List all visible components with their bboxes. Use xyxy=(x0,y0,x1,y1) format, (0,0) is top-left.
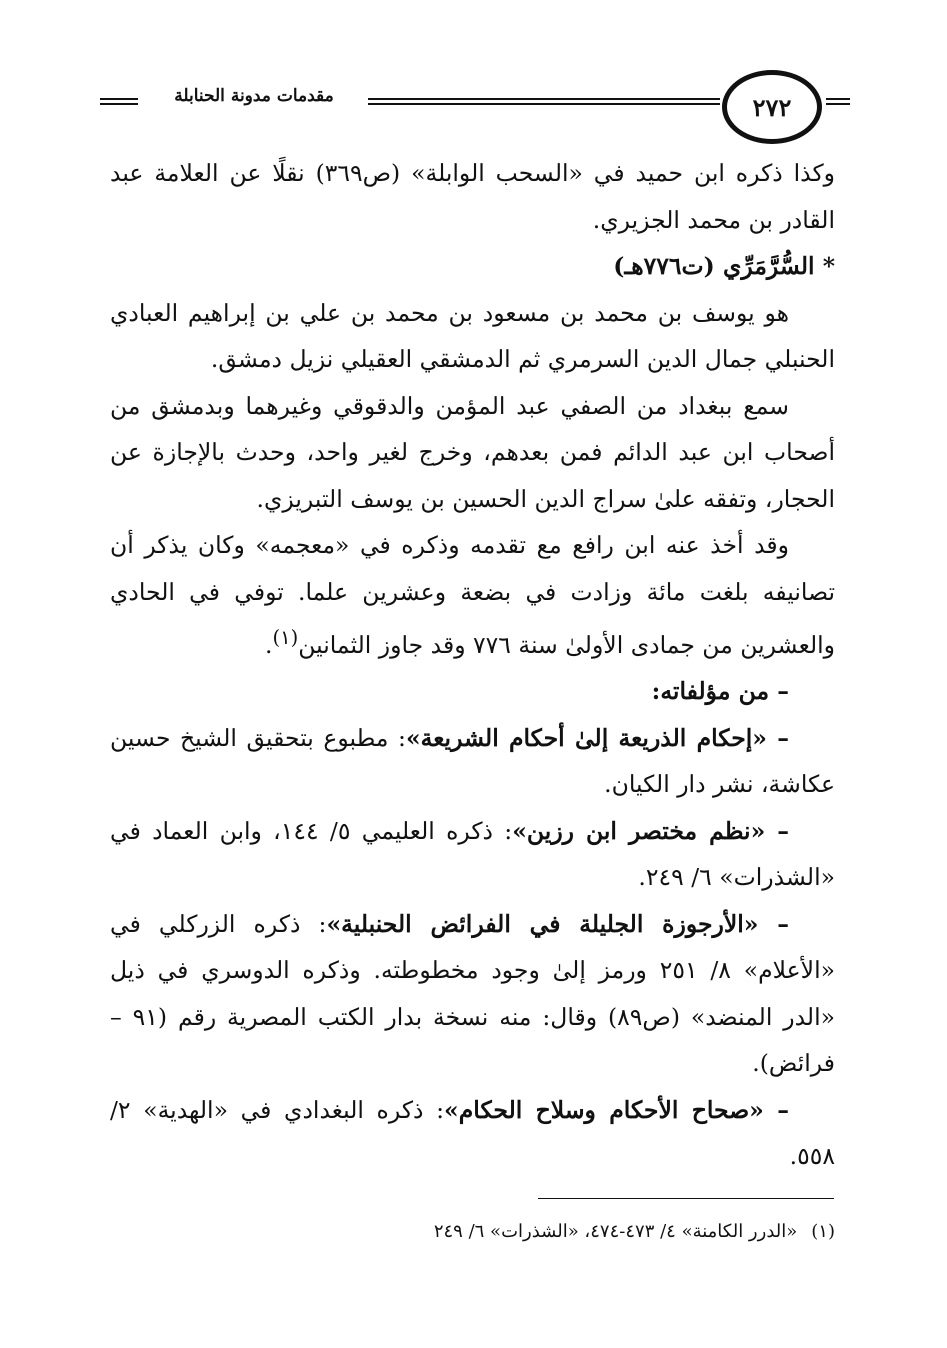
paragraph-bio: هو يوسف بن محمد بن مسعود بن محمد بن علي بن إبراهيم العبادي الحنبلي جمال الدين السرمري ثم الدمشقي العقيلي نزيل دمشق. xyxy=(110,298,835,373)
footnote-text: «الدرر الكامنة» ٤/ ٤٧٣-٤٧٤، «الشذرات» ٦/ ٢٤٩ xyxy=(433,1221,798,1242)
running-title: مقدمات مدونة الحنابلة xyxy=(174,86,334,106)
main-text xyxy=(110,150,835,1180)
work-item-1 xyxy=(110,715,835,808)
page-number: ٢٧٢ xyxy=(752,92,792,122)
work-title-3: – «الأرجوزة الجليلة في الفرائض الحنبلية» xyxy=(326,909,789,938)
work-title-1: – «إحكام الذريعة إلىٰ أحكام الشريعة» xyxy=(405,723,789,752)
work-item-4 xyxy=(110,1087,835,1180)
footnote-divider xyxy=(538,1198,834,1199)
footnote-number: (١) xyxy=(811,1221,835,1242)
paragraph-death-text: وقد أخذ عنه ابن رافع مع تقدمه وذكره في «معجمه» وكان يذكر أن تصانيفه بلغت مائة وزادت في بضعة وعشرين علما. توفي في الحادي والعشرين من جمادى الأولىٰ سنة ٧٧٦ وقد جاوز الثمانين xyxy=(110,531,835,659)
work-desc-3: : ذكره الزركلي في «الأعلام» ٨/ ٢٥١ ورمز إلىٰ وجود مخطوطته. وذكره الدوسري في ذيل «الدر المنضد» (ص٨٩) وقال: منه نسخة بدار الكتب المصرية رقم (٩١ – فرائض). xyxy=(110,909,835,1078)
header-rule-right xyxy=(826,98,850,105)
work-title-4: – «صحاح الأحكام وسلاح الحكام» xyxy=(444,1095,789,1124)
page-number-badge xyxy=(722,70,822,144)
header-rule-middle xyxy=(368,98,720,105)
paragraph-death-end: . xyxy=(264,630,273,659)
work-desc-2: : ذكره العليمي ٥/ ١٤٤، وابن العماد في «الشذرات» ٦/ ٢٤٩. xyxy=(110,816,835,892)
work-item-3 xyxy=(110,901,835,1087)
paragraph-death xyxy=(110,522,835,668)
work-item-2 xyxy=(110,808,835,901)
work-desc-1: : مطبوع بتحقيق الشيخ حسين عكاشة، نشر دار الكيان. xyxy=(110,723,835,799)
work-desc-4: : ذكره البغدادي في «الهدية» ٢/ ٥٥٨. xyxy=(110,1095,835,1171)
page-header xyxy=(100,64,845,144)
paragraph-intro: وكذا ذكره ابن حميد في «السحب الوابلة» (ص٣٦٩) نقلًا عن العلامة عبد القادر بن محمد الجزيري. xyxy=(110,159,836,234)
footnote-reference[interactable]: (١) xyxy=(272,626,299,649)
entry-heading: * السُّرَّمَرِّي (ت٧٧٦هـ) xyxy=(613,252,835,280)
works-label: – من مؤلفاته: xyxy=(651,677,789,706)
header-rule-left xyxy=(100,98,138,105)
paragraph-teachers: سمع ببغداد من الصفي عبد المؤمن والدقوقي وغيرهما وبدمشق من أصحاب ابن عبد الدائم فمن بعدهم، وخرج لغير واحد، وحدث بالإجازة عن الحجار، وتفقه علىٰ سراج الدين الحسين بن يوسف التبريزي. xyxy=(110,391,835,513)
footnote-1 xyxy=(110,1218,835,1246)
work-title-2: – «نظم مختصر ابن رزين» xyxy=(512,816,789,845)
